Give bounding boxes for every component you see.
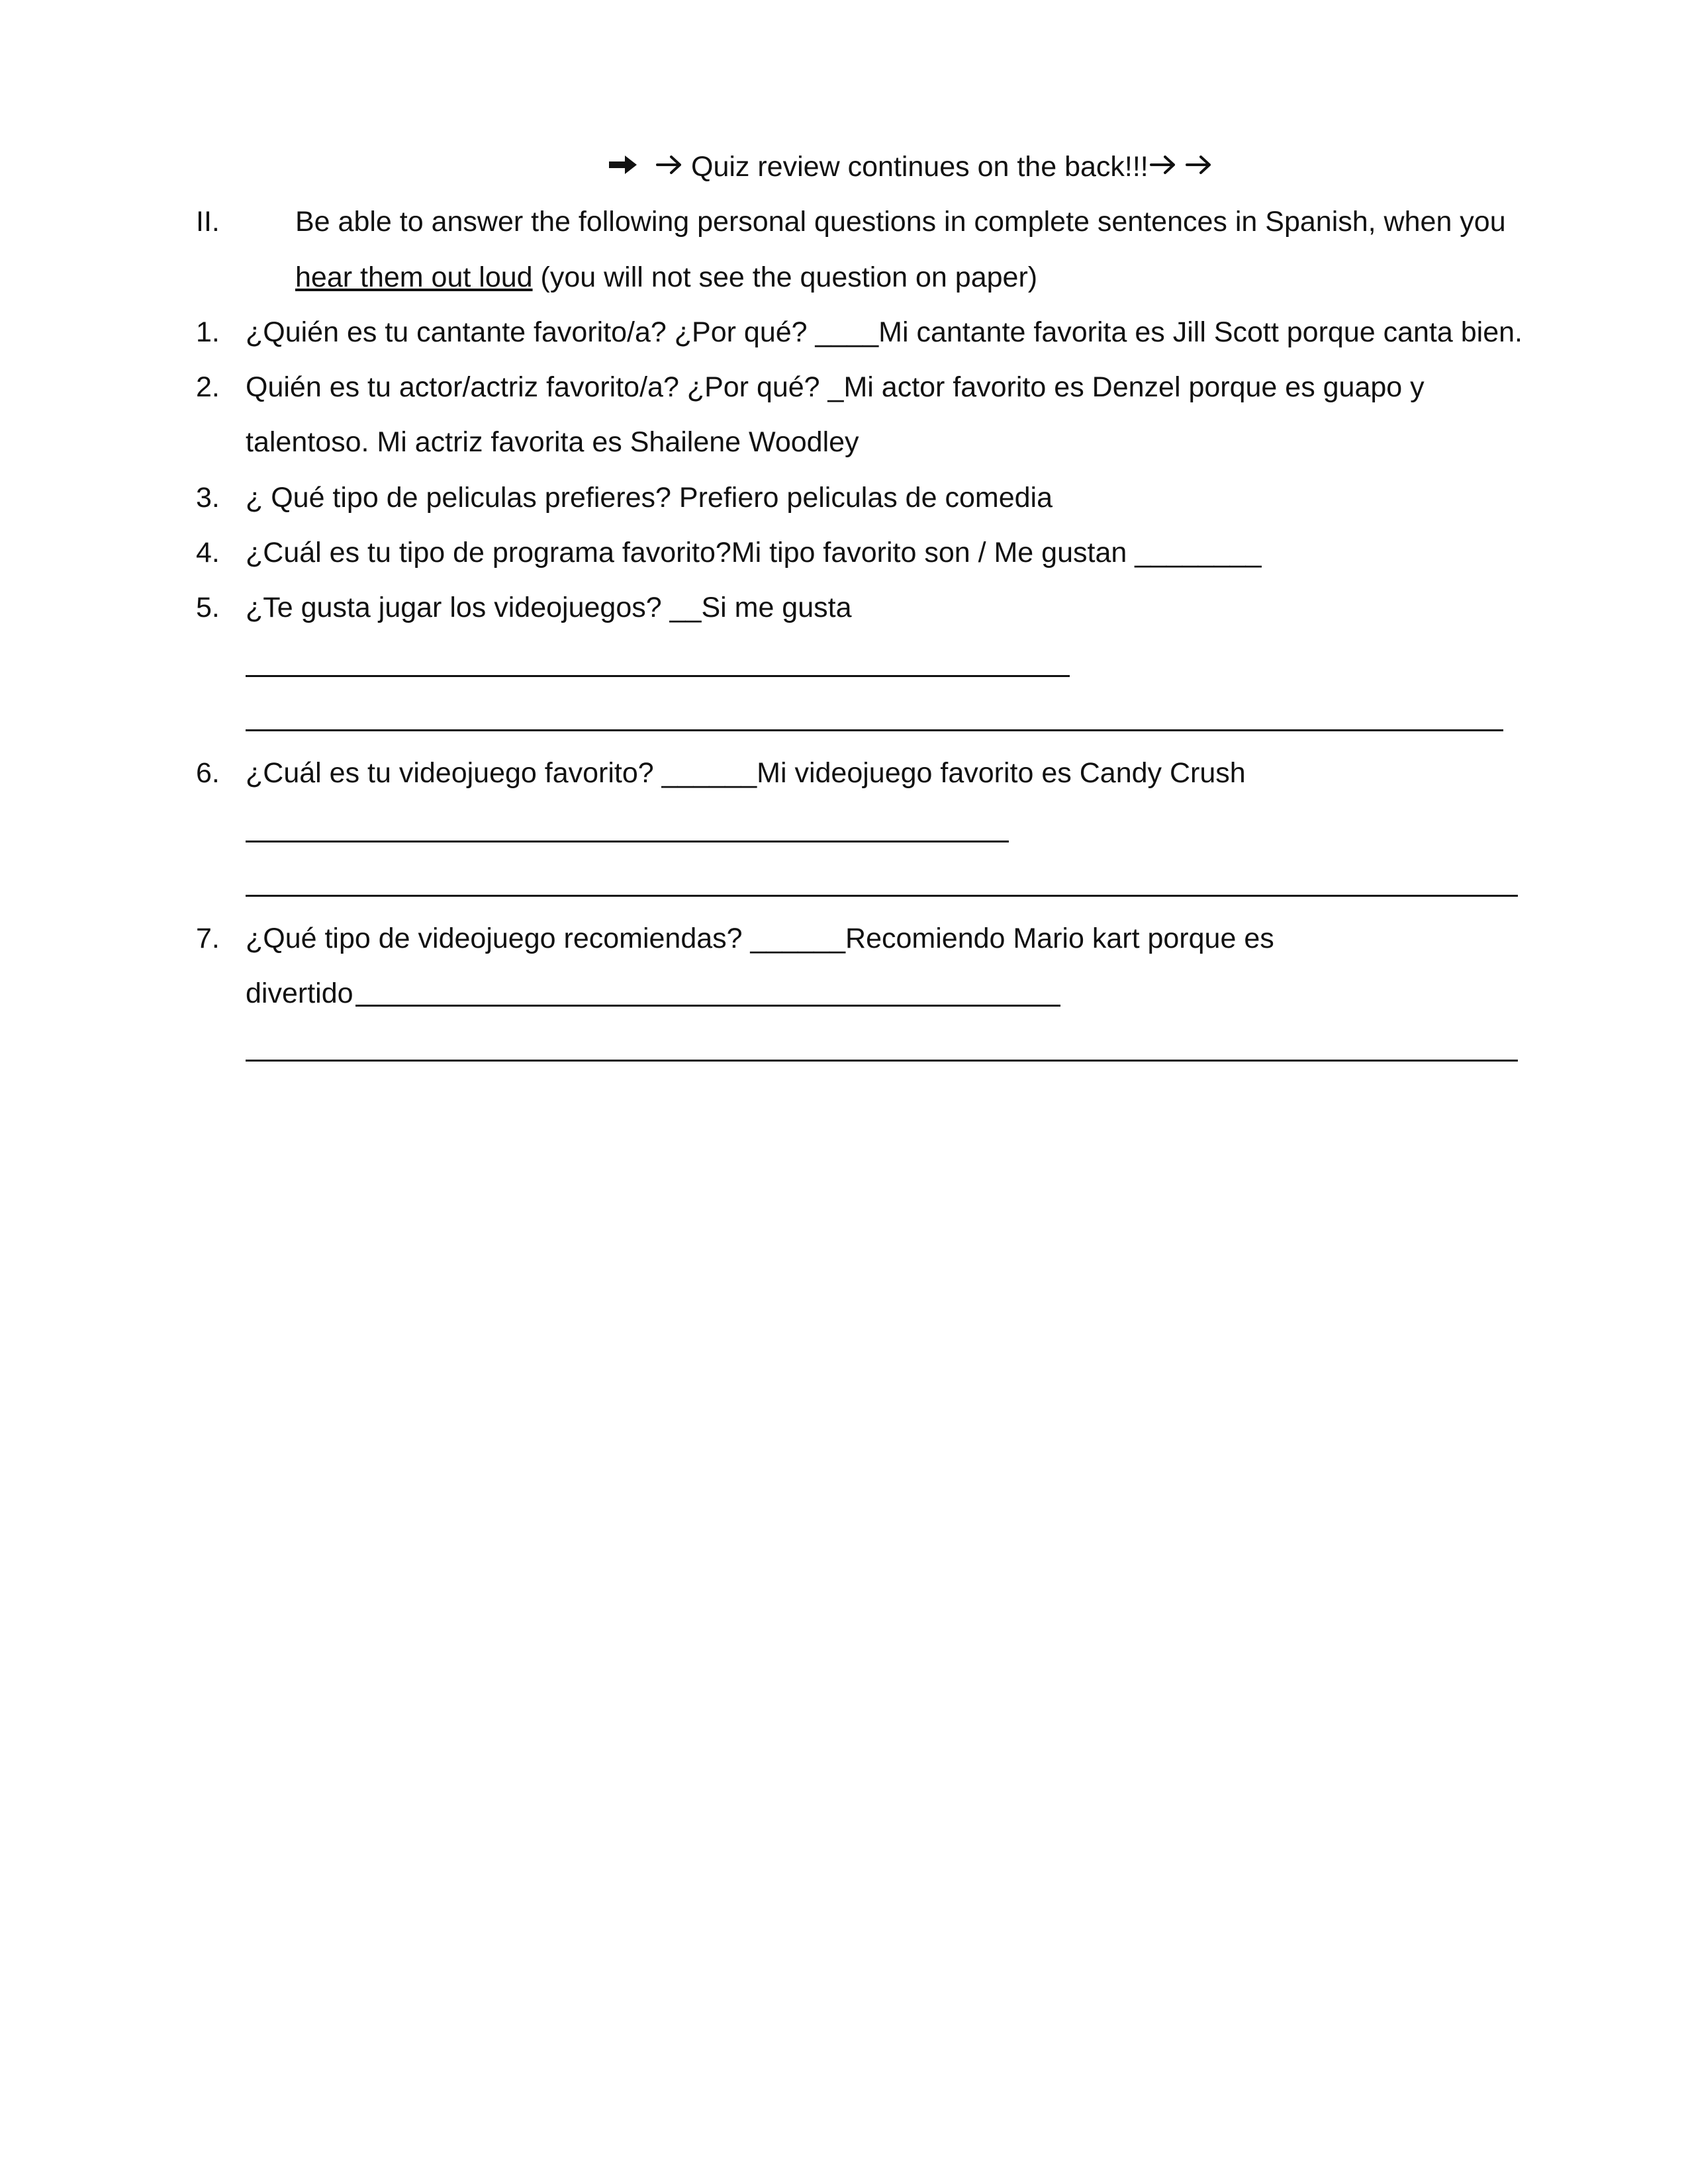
question-text: ¿Qué tipo de videojuego recomiendas? ______Recomiendo Mario kart porque es [246, 923, 1274, 954]
instruction-rest-text: (you will not see the question on paper) [532, 261, 1038, 293]
section-numeral: II. [196, 206, 220, 238]
answer-line [246, 729, 1503, 731]
section-instruction-line1: Be able to answer the following personal questions in complete sentences in Spanish, when you [295, 206, 1506, 238]
answer-line [246, 1060, 1518, 1062]
header-text: Quiz review continues on the back!!! [691, 151, 1149, 183]
question-text: ¿Cuál es tu videojuego favorito? ______Mi videojuego favorito es Candy Crush [246, 757, 1246, 789]
question-text-continued: divertido [246, 978, 353, 1009]
answer-line [246, 675, 1070, 677]
question-number: 6. [196, 757, 220, 789]
instruction-underlined-text: hear them out loud [295, 261, 533, 293]
question-text: ¿Te gusta jugar los videojuegos? __Si me gusta [246, 592, 852, 623]
arrow-right-icon [1149, 154, 1177, 176]
question-text: ¿Cuál es tu tipo de programa favorito?Mi tipo favorito son / Me gustan ________ [246, 537, 1262, 569]
question-text-continued: talentoso. Mi actriz favorita es Shailene Woodley [246, 426, 859, 458]
arrow-right-icon [1185, 154, 1213, 176]
question-number: 3. [196, 482, 220, 514]
question-text: ¿ Qué tipo de peliculas prefieres? Prefiero peliculas de comedia [246, 482, 1053, 514]
question-number: 5. [196, 592, 220, 623]
question-number: 1. [196, 316, 220, 348]
question-text: Quién es tu actor/actriz favorito/a? ¿Por qué? _Mi actor favorito es Denzel porque es guapo y [246, 371, 1425, 403]
question-number: 7. [196, 923, 220, 954]
question-text: ¿Quién es tu cantante favorito/a? ¿Por qué? ____Mi cantante favorita es Jill Scott porque canta bien. [246, 316, 1523, 348]
section-instruction-line2 [295, 257, 1037, 297]
question-number: 2. [196, 371, 220, 403]
answer-line [246, 895, 1518, 897]
arrow-right-heavy-icon [608, 154, 638, 176]
answer-line [355, 1005, 1060, 1007]
answer-line [246, 841, 1009, 842]
question-number: 4. [196, 537, 220, 569]
arrow-right-icon [655, 154, 683, 176]
